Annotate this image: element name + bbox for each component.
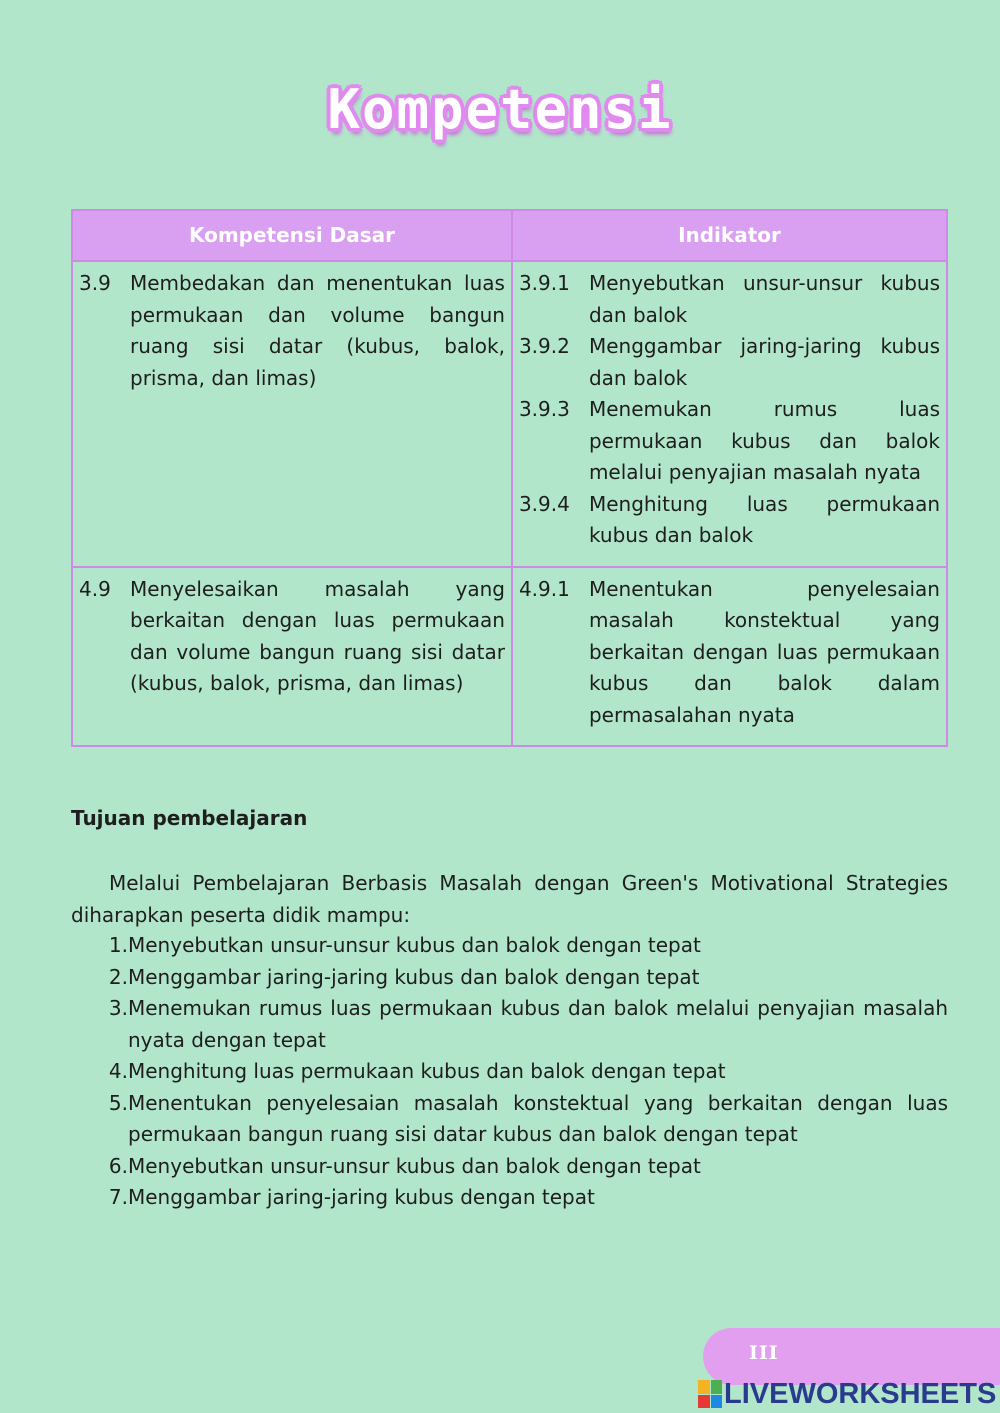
list-item-number: 2. (108, 964, 128, 989)
watermark-text: LIVEWORKSHEETS (724, 1377, 997, 1410)
list-item-text: Menentukan penyelesaian masalah konstektual yang berkaitan dengan luas permukaan bangun ruang sisi datar kubus dan balok dengan tepat (128, 1090, 948, 1146)
list-item-text: Menemukan rumus luas permukaan kubus dan balok melalui penyajian masalah nyata dengan tepat (128, 996, 948, 1052)
objectives-list (71, 930, 948, 1214)
indicator-number: 3.9.3 (518, 397, 570, 421)
competency-table (71, 209, 948, 747)
indicator-number: 4.9.1 (518, 576, 570, 601)
indicator-number: 3.9.4 (518, 491, 570, 516)
indicator-item (519, 489, 940, 552)
indicator-text: Menyebutkan unsur-unsur kubus dan balok (588, 271, 940, 327)
indicator-item (519, 574, 940, 732)
header-kompetensi-dasar: Kompetensi Dasar (72, 210, 512, 261)
table-row (72, 261, 947, 567)
header-indikator: Indikator (512, 210, 947, 261)
list-item-number: 4. (108, 1059, 128, 1083)
kd-cell (72, 261, 512, 567)
list-item-number: 1. (108, 933, 128, 957)
list-item (71, 1182, 948, 1214)
list-item (71, 993, 948, 1056)
page-title: Kompetensi (327, 78, 673, 141)
list-item (71, 962, 948, 994)
list-item-number: 7. (108, 1185, 128, 1209)
kd-text: Menyelesaikan masalah yang berkaitan dengan luas permukaan dan volume bangun ruang sisi datar (kubus, balok, prisma, dan limas) (130, 576, 505, 695)
list-item-text: Menggambar jaring-jaring kubus dan balok dengan tepat (128, 964, 700, 989)
objectives-heading: Tujuan pembelajaran (71, 806, 308, 830)
table-header-row (72, 210, 947, 261)
kd-number: 3.9 (79, 271, 111, 295)
indicator-item (519, 394, 940, 489)
list-item-text: Menggambar jaring-jaring kubus dengan tepat (128, 1185, 595, 1209)
kd-number: 4.9 (79, 576, 111, 601)
objectives-intro: Melalui Pembelajaran Berbasis Masalah dengan Green's Motivational Strategies diharapkan peserta didik mampu: (71, 871, 948, 927)
list-item-text: Menyebutkan unsur-unsur kubus dan balok dengan tepat (128, 1153, 701, 1178)
indicator-item (519, 331, 940, 394)
indicator-text: Menentukan penyelesaian masalah konstektual yang berkaitan dengan luas permukaan kubus dan balok dalam permasalahan nyata (588, 576, 940, 727)
list-item (71, 1151, 948, 1183)
list-item-number: 3. (108, 996, 128, 1020)
table-row (72, 567, 947, 747)
kd-text: Membedakan dan menentukan luas permukaan dan volume bangun ruang sisi datar (kubus, balok, prisma, dan limas) (130, 271, 505, 390)
indicator-cell (512, 261, 947, 567)
indicator-cell (512, 567, 947, 747)
liveworksheets-watermark[interactable] (698, 1376, 996, 1412)
list-item-number: 6. (108, 1153, 128, 1178)
liveworksheets-logo-icon (698, 1380, 722, 1408)
list-item-text: Menghitung luas permukaan kubus dan balok dengan tepat (128, 1059, 726, 1083)
indicator-number: 3.9.2 (518, 334, 570, 358)
list-item (71, 1056, 948, 1088)
list-item-text: Menyebutkan unsur-unsur kubus dan balok dengan tepat (128, 933, 701, 957)
list-item (71, 1088, 948, 1151)
list-item-number: 5. (108, 1090, 128, 1115)
page-number: III (749, 1342, 779, 1364)
list-item (71, 930, 948, 962)
indicator-text: Menggambar jaring-jaring kubus dan balok (588, 334, 940, 390)
indicator-item (519, 268, 940, 331)
kd-cell (72, 567, 512, 747)
indicator-text: Menghitung luas permukaan kubus dan balok (588, 491, 940, 547)
indicator-number: 3.9.1 (518, 271, 570, 295)
indicator-text: Menemukan rumus luas permukaan kubus dan balok melalui penyajian masalah nyata (588, 397, 940, 484)
